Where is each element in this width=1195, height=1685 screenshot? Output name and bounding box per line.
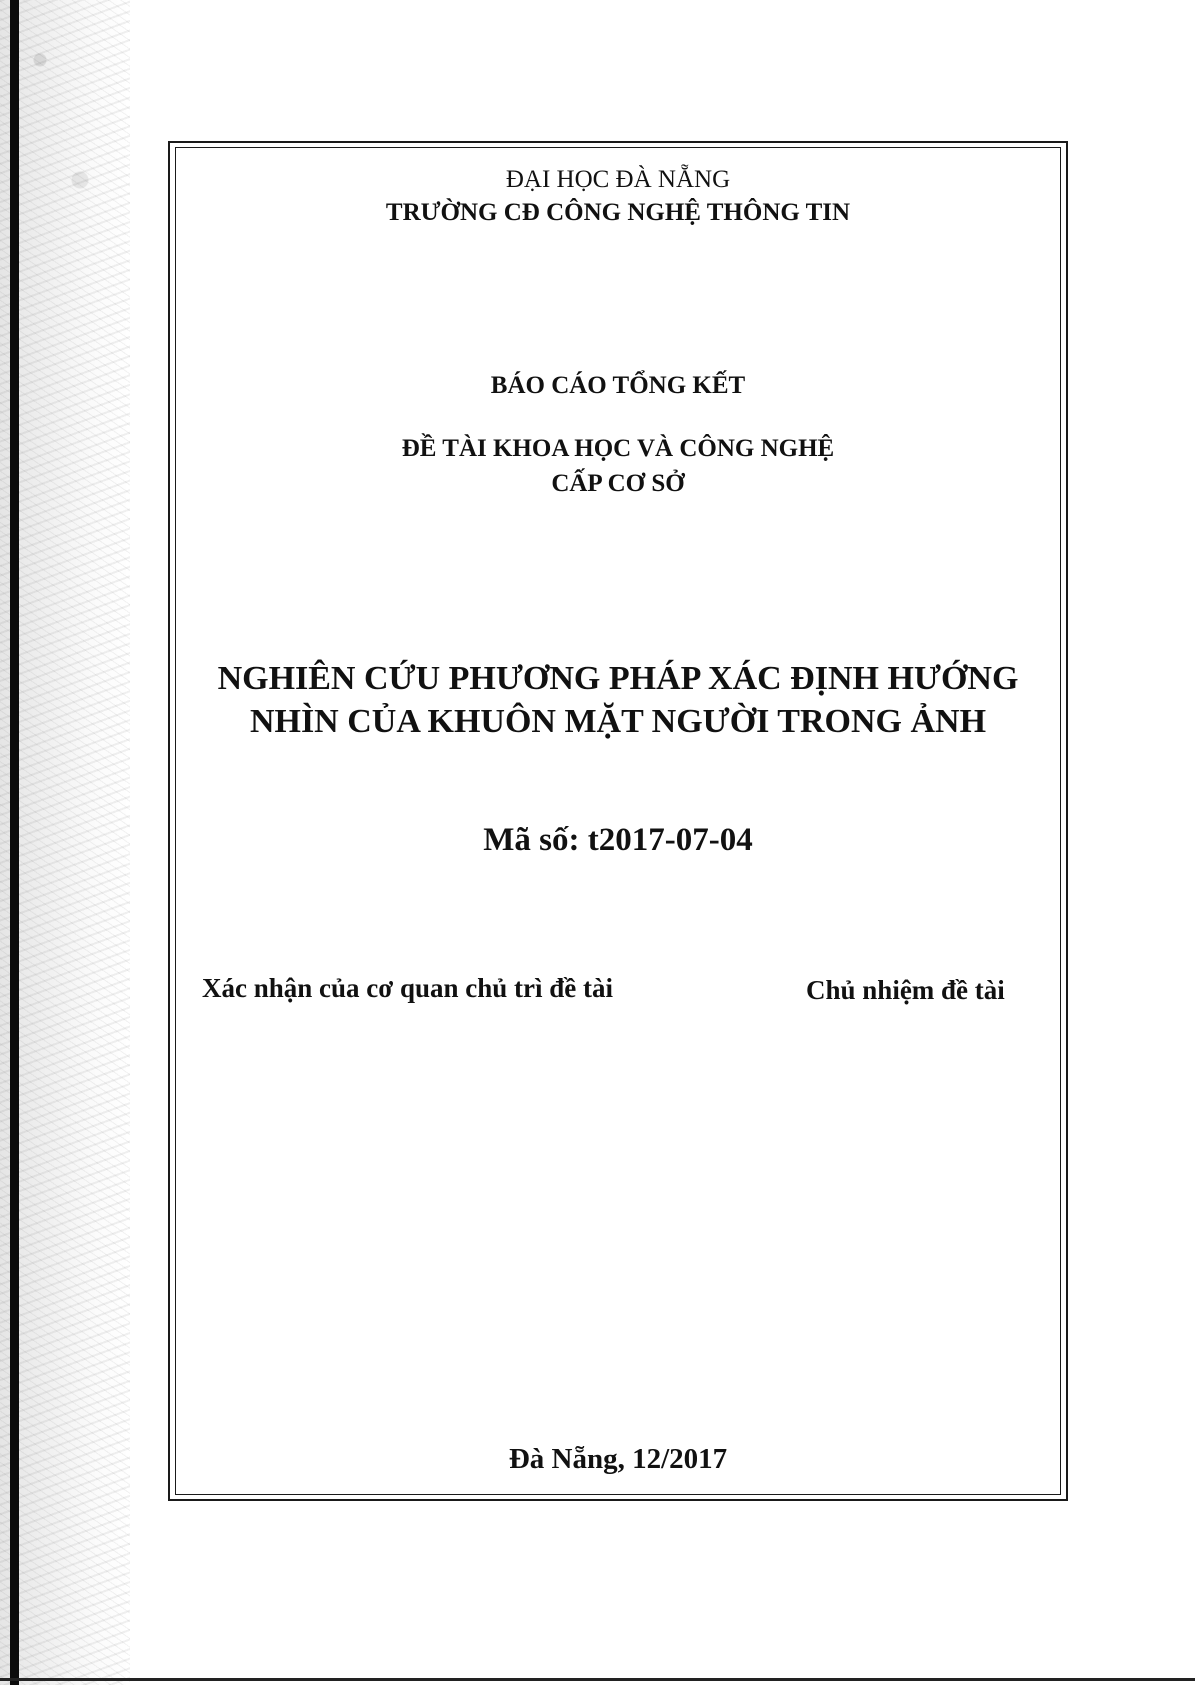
university-name: ĐẠI HỌC ĐÀ NẴNG — [505, 166, 731, 193]
scan-binding-edge — [0, 0, 130, 1685]
topic-category-line2: CẤP CƠ SỞ — [551, 470, 685, 497]
project-code: Mã số: t2017-07-04 — [483, 822, 753, 858]
report-type: BÁO CÁO TỔNG KẾT — [490, 372, 746, 399]
research-title-line2: NHÌN CỦA KHUÔN MẶT NGƯỜI TRONG ẢNH — [249, 703, 987, 740]
scan-bottom-rule — [0, 1678, 1195, 1681]
host-institution-confirmation: Xác nhận của cơ quan chủ trì đề tài — [202, 973, 613, 1003]
project-leader-label: Chủ nhiệm đề tài — [806, 975, 1005, 1005]
research-title-line1: NGHIÊN CỨU PHƯƠNG PHÁP XÁC ĐỊNH HƯỚNG — [217, 660, 1019, 697]
topic-category-line1: ĐỀ TÀI KHOA HỌC VÀ CÔNG NGHỆ — [401, 435, 835, 462]
place-date: Đà Nẵng, 12/2017 — [508, 1443, 728, 1475]
binding-strip — [10, 0, 19, 1685]
school-name: TRƯỜNG CĐ CÔNG NGHỆ THÔNG TIN — [385, 199, 851, 226]
page-border-inner — [175, 147, 1061, 1495]
